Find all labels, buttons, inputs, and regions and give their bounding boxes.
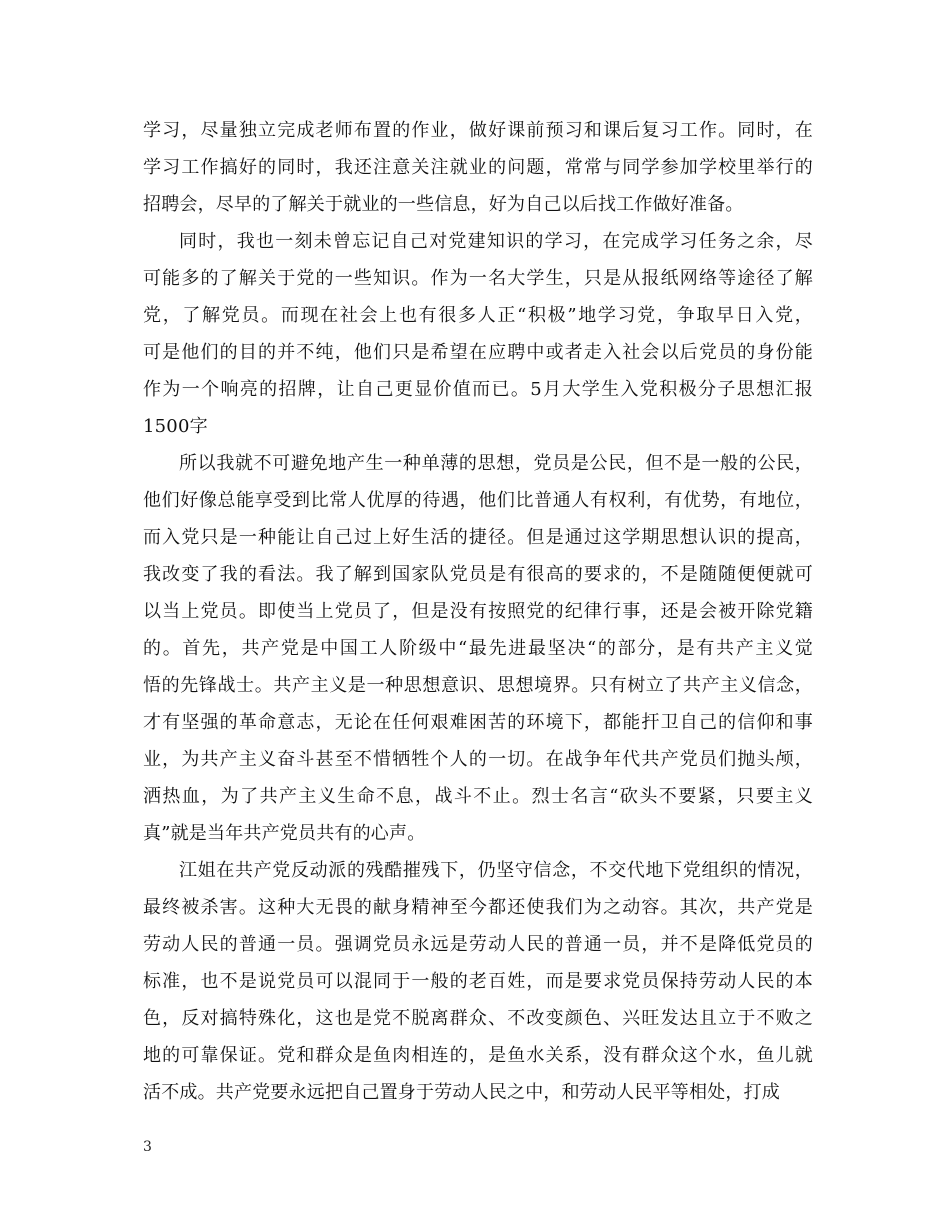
text-line: 学习工作搞好的同时，我还注意关注就业的问题，常常与同学参加学校里举行的 bbox=[143, 157, 813, 178]
page-number: 3 bbox=[143, 1139, 152, 1155]
text-line: 我改变了我的看法。我了解到国家队党员是有很高的要求的，不是随随便便就可 bbox=[143, 564, 813, 585]
text-line: 而入党只是一种能让自己过上好生活的捷径。但是通过这学期思想认识的提高， bbox=[143, 527, 813, 548]
document-body bbox=[143, 112, 813, 1111]
text-line: 可能多的了解关于党的一些知识。作为一名大学生，只是从报纸网络等途径了解 bbox=[143, 268, 813, 289]
text-line: 业，为共产主义奋斗甚至不惜牺牲个人的一切。在战争年代共产党员们抛头颅， bbox=[143, 749, 813, 770]
text-line: 1500字 bbox=[143, 416, 208, 437]
text-line: 江姐在共产党反动派的残酷摧残下，仍坚守信念，不交代地下党组织的情况， bbox=[179, 860, 813, 881]
paragraph bbox=[143, 852, 813, 1111]
text-line: 劳动人民的普通一员。强调党员永远是劳动人民的普通一员，并不是降低党员的 bbox=[143, 934, 813, 955]
text-line: 他们好像总能享受到比常人优厚的待遇，他们比普通人有权利，有优势，有地位， bbox=[143, 490, 813, 511]
text-line: 所以我就不可避免地产生一种单薄的思想，党员是公民，但不是一般的公民， bbox=[179, 453, 813, 474]
text-line: 色，反对搞特殊化，这也是党不脱离群众、不改变颜色、兴旺发达且立于不败之 bbox=[143, 1008, 813, 1029]
text-line: 以当上党员。即使当上党员了，但是没有按照党的纪律行事，还是会被开除党籍 bbox=[143, 601, 813, 622]
text-line: 地的可靠保证。党和群众是鱼肉相连的，是鱼水关系，没有群众这个水，鱼儿就 bbox=[143, 1045, 813, 1066]
text-line: 招聘会，尽早的了解关于就业的一些信息，好为自己以后找工作做好准备。 bbox=[143, 194, 744, 215]
text-line: 最终被杀害。这种大无畏的献身精神至今都还使我们为之动容。其次，共产党是 bbox=[143, 897, 813, 918]
text-line: 作为一个响亮的招牌，让自己更显价值而已。5月大学生入党积极分子思想汇报 bbox=[143, 379, 813, 400]
text-line: 活不成。共产党要永远把自己置身于劳动人民之中，和劳动人民平等相处，打成 bbox=[143, 1082, 780, 1103]
text-line: 才有坚强的革命意志，无论在任何艰难困苦的环境下，都能扞卫自己的信仰和事 bbox=[143, 712, 813, 733]
text-line: 可是他们的目的并不纯，他们只是希望在应聘中或者走入社会以后党员的身份能 bbox=[143, 342, 813, 363]
text-line: 党，了解党员。而现在社会上也有很多人正“积极”地学习党，争取早日入党， bbox=[143, 305, 813, 326]
text-line: 悟的先锋战士。共产主义是一种思想意识、思想境界。只有树立了共产主义信念， bbox=[143, 675, 813, 696]
text-line: 洒热血，为了共产主义生命不息，战斗不止。烈士名言“砍头不要紧，只要主义 bbox=[143, 786, 813, 807]
paragraph bbox=[143, 445, 813, 852]
text-line: 学习，尽量独立完成老师布置的作业，做好课前预习和课后复习工作。同时，在 bbox=[143, 120, 813, 141]
paragraph bbox=[143, 112, 813, 223]
text-line: 真”就是当年共产党员共有的心声。 bbox=[143, 823, 426, 844]
text-line: 的。首先，共产党是中国工人阶级中“最先进最坚决“的部分，是有共产主义觉 bbox=[143, 638, 813, 659]
text-line: 同时，我也一刻未曾忘记自己对党建知识的学习，在完成学习任务之余，尽 bbox=[179, 231, 813, 252]
paragraph bbox=[143, 223, 813, 445]
text-line: 标准，也不是说党员可以混同于一般的老百姓，而是要求党员保持劳动人民的本 bbox=[143, 971, 813, 992]
